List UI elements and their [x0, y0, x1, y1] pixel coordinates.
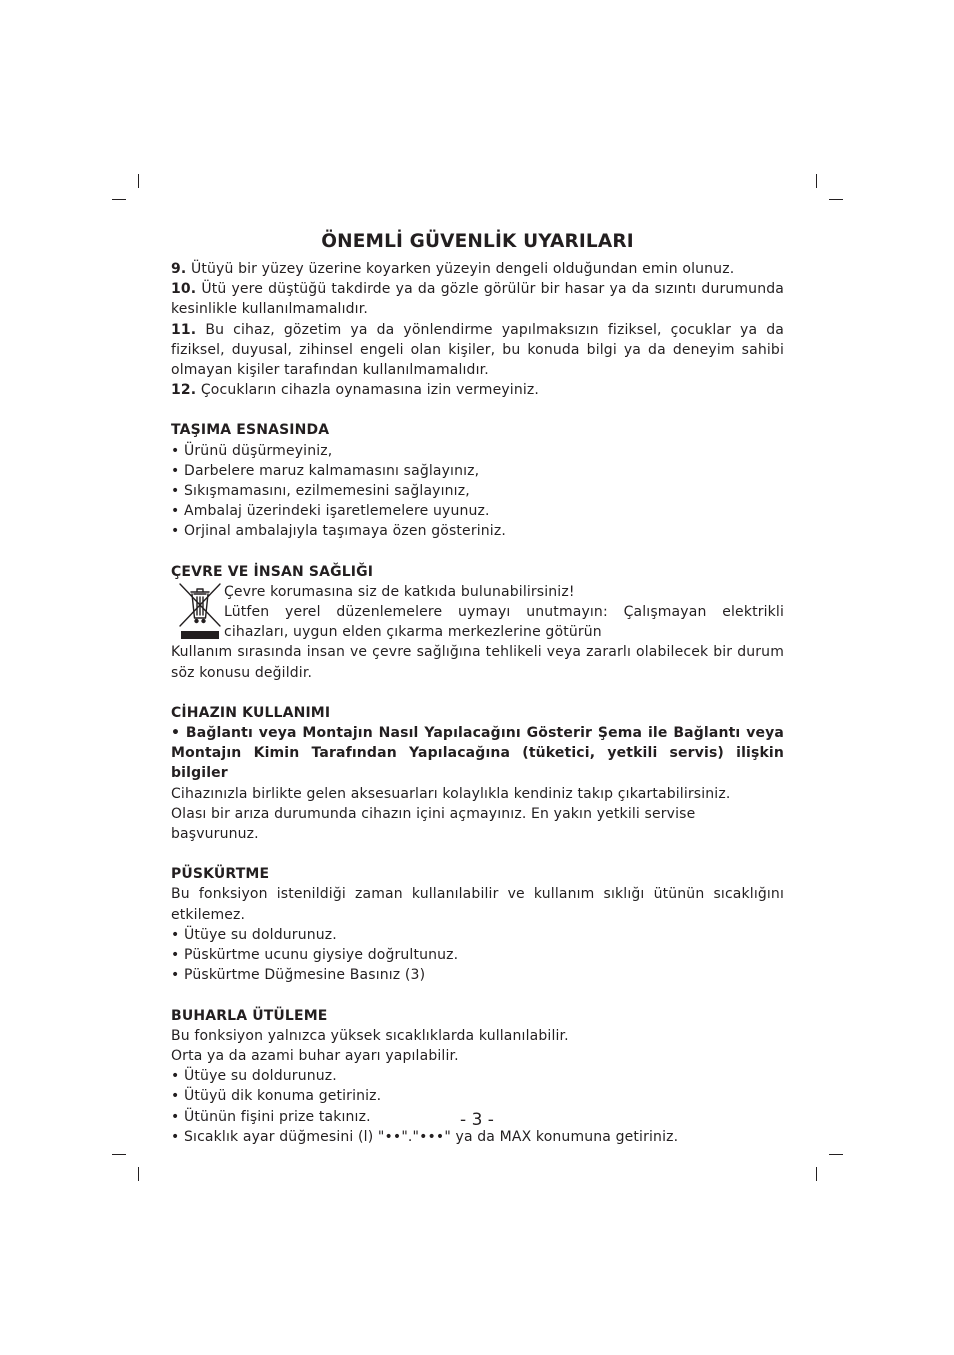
list-item — [171, 259, 784, 279]
item-text: Bu cihaz, gözetim ya da yönlendirme yapılmaksızın fiziksel, çocuklar ya da fiziksel, duyusal, zihinsel engeli olan kişiler, bu konuda bilgi ya da deneyim sahibi olmayan kişiler tarafından kullanılmamalıdır. — [171, 321, 785, 379]
environment-line: Çevre korumasına siz de katkıda bulunabilirsiniz! — [224, 583, 575, 600]
item-number: 10. — [171, 281, 197, 298]
environment-line: Lütfen yerel düzenlemelere uymayı unutmayın: Çalışmayan elektrikli cihazları, uygun elden çıkarma merkezlerine götürün — [224, 604, 784, 641]
bullet-item: • Ütünün fişini prize takınız. — [171, 1108, 371, 1125]
bullet-item: • Ütüye su doldurunuz. — [171, 1068, 337, 1085]
usage-line: Olası bir arıza durumunda cihazın içini açmayınız. En yakın yetkili servise başvurunuz. — [171, 805, 696, 843]
bullet-item: • Sıcaklık ayar düğmesini (l) "••"."•••" ya da MAX konumuna getiriniz. — [171, 1128, 679, 1145]
crop-mark — [112, 199, 126, 200]
environment-note: Kullanım sırasında insan ve çevre sağlığına tehlikeli veya zararlı olabilecek bir durum söz konusu değildir. — [171, 644, 784, 681]
bullet-item: • Ütüye su doldurunuz. — [171, 926, 337, 943]
crop-mark — [829, 1154, 843, 1155]
item-text: Ütüyü bir yüzey üzerine koyarken yüzeyin dengeli olduğundan emin olunuz. — [190, 261, 735, 277]
item-text: Ütü yere düştüğü takdirde ya da gözle görülür bir hasar ya da sızıntı durumunda kesinlikle kullanılmamalıdır. — [171, 281, 784, 318]
bullet-item: • Sıkışmamasını, ezilmemesini sağlayınız, — [171, 483, 470, 500]
item-number: 11. — [171, 321, 197, 338]
list-item — [171, 320, 784, 381]
crop-mark — [112, 1154, 126, 1155]
environment-notice — [171, 582, 784, 643]
item-number: 12. — [171, 382, 197, 399]
section-heading: CİHAZIN KULLANIMI — [171, 704, 331, 721]
list-item — [171, 279, 784, 319]
page-title: ÖNEMLİ GÜVENLİK UYARILARI — [321, 231, 634, 252]
crop-mark — [816, 1167, 817, 1181]
bullet-item: • Ürünü düşürmeyiniz, — [171, 442, 333, 459]
section-environment — [171, 562, 784, 683]
numbered-list — [171, 259, 784, 400]
section-heading: ÇEVRE VE İNSAN SAĞLIĞI — [171, 563, 374, 580]
weee-crossed-bin-icon — [177, 582, 223, 642]
list-item — [171, 380, 784, 400]
bullet-item: • Ambalaj üzerindeki işaretlemelere uyunuz. — [171, 503, 490, 520]
environment-text — [224, 582, 784, 643]
bullet-item: • Püskürtme ucunu giysiye doğrultunuz. — [171, 947, 459, 964]
bullet-item: • Ütüyü dik konuma getiriniz. — [171, 1088, 382, 1105]
section-transport — [171, 420, 784, 541]
steam-line: Orta ya da azami buhar ayarı yapılabilir. — [171, 1047, 459, 1064]
crop-mark — [138, 1167, 139, 1181]
section-heading: TAŞIMA ESNASINDA — [171, 422, 330, 439]
bullet-item: • Darbelere maruz kalmamasını sağlayınız, — [171, 462, 480, 479]
section-usage — [171, 703, 784, 844]
item-text: Çocukların cihazla oynamasına izin vermeyiniz. — [200, 382, 539, 399]
section-heading: PÜSKÜRTME — [171, 866, 270, 883]
usage-bold-note: • Bağlantı veya Montajın Nasıl Yapılacağını Gösterir Şema ile Bağlantı veya Montajın Kimin Tarafından Yapılacağına (tüketici, yetkili servis) ilişkin bilgiler — [171, 725, 784, 782]
crop-mark — [829, 199, 843, 200]
section-heading: BUHARLA ÜTÜLEME — [171, 1007, 328, 1024]
crop-mark — [816, 174, 817, 188]
crop-mark — [138, 174, 139, 188]
bullet-item: • Orjinal ambalajıyla taşımaya özen gösteriniz. — [171, 523, 506, 540]
item-number: 9. — [171, 261, 187, 277]
document-body — [171, 228, 784, 1147]
bullet-item: • Püskürtme Düğmesine Basınız (3) — [171, 967, 426, 984]
usage-line: Cihazınızla birlikte gelen aksesuarları kolaylıkla kendiniz takıp çıkartabilirsiniz. — [171, 785, 731, 802]
section-spray — [171, 864, 784, 985]
steam-line: Bu fonksiyon yalnızca yüksek sıcaklıklarda kullanılabilir. — [171, 1027, 569, 1044]
spray-intro: Bu fonksiyon istenildiği zaman kullanılabilir ve kullanım sıklığı ütünün sıcaklığını etkilemez. — [171, 886, 784, 923]
page-number: - 3 - — [460, 1110, 494, 1130]
